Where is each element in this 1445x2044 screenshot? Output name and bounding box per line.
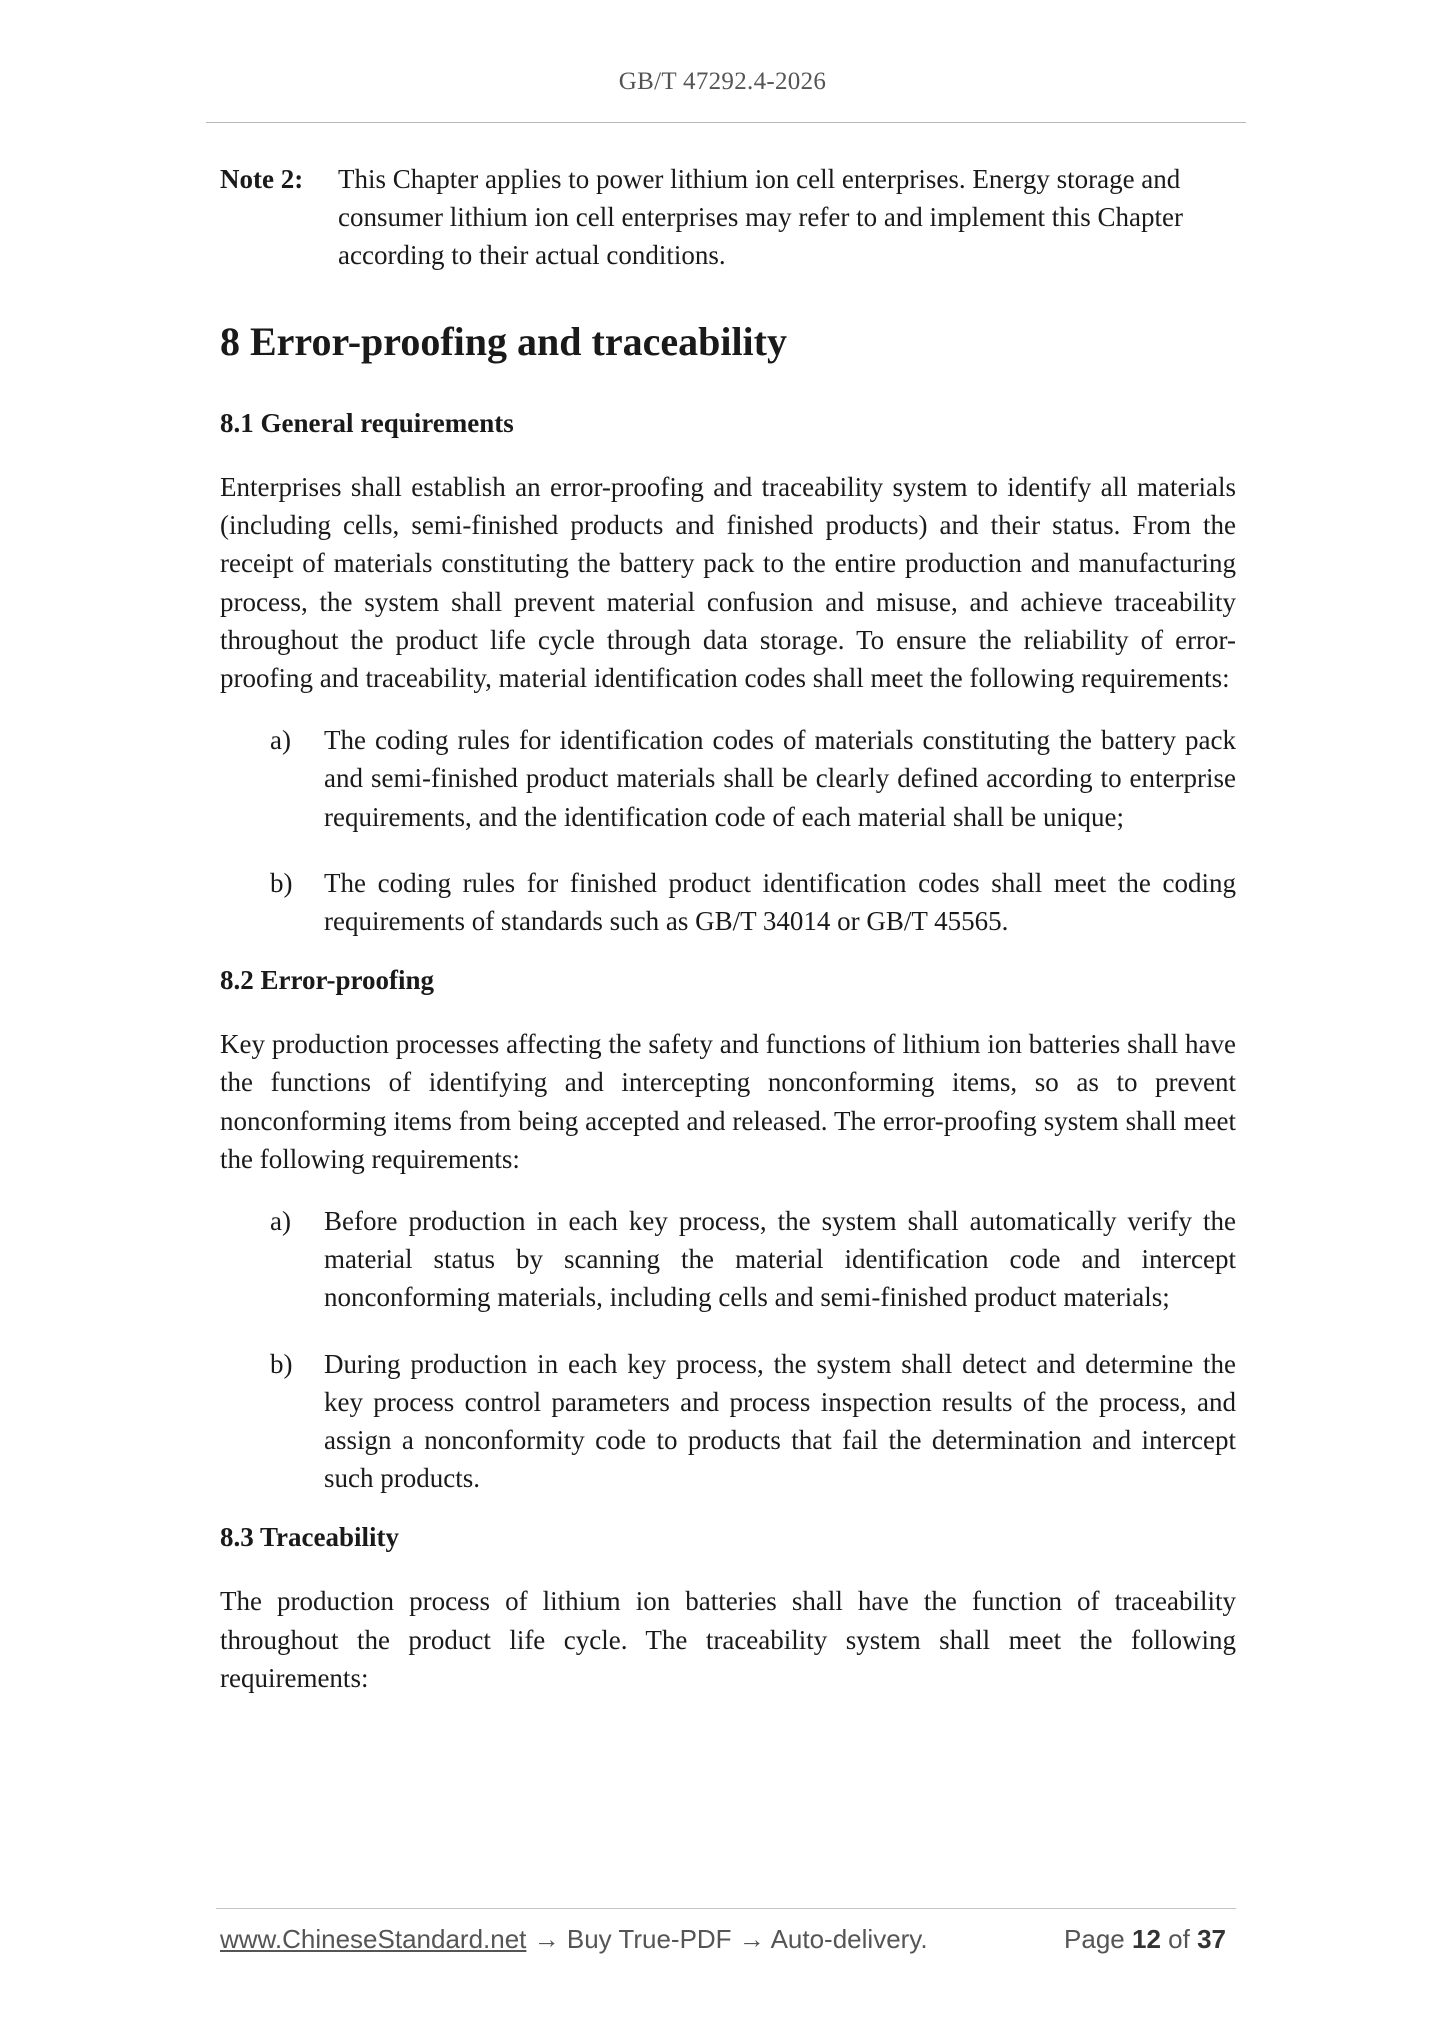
paragraph-8-1: Enterprises shall establish an error-proofing and traceability system to identify all materials (including cells, semi-finished products and finished products) and their status. From the receipt of materials constituting the battery pack to the entire production and manufacturing process, the system shall prevent material confusion and misuse, and achieve traceability throughout the product life cycle through data storage. To ensure the reliability of error-proofing and traceability, material identification codes shall meet the following requirements:	[220, 472, 1236, 694]
footer-tagline: → Buy True-PDF → Auto-delivery.	[526, 1924, 928, 1954]
note-label: Note 2:	[220, 164, 304, 194]
list-item	[220, 864, 1236, 940]
note-text: This Chapter applies to power lithium ion cell enterprises. Energy storage and consumer lithium ion cell enterprises may refer to and implement this Chapter according to their actual conditions.	[338, 164, 1184, 270]
page-word: Page	[1064, 1924, 1125, 1954]
subsection-title-8-3: 8.3 Traceability	[220, 1522, 399, 1553]
page-counter	[1064, 1924, 1226, 1955]
list-item-text: The coding rules for identification codes of materials constituting the battery pack and semi-finished product materials shall be clearly defined according to enterprise requirements, and the identification code of each material shall be unique;	[324, 725, 1236, 832]
list-item	[220, 721, 1236, 836]
list-item-marker: b)	[270, 1348, 293, 1379]
of-word: of	[1168, 1924, 1190, 1954]
list-item-marker: a)	[270, 1206, 291, 1237]
list-8-1	[220, 721, 1236, 940]
paragraph-8-3: The production process of lithium ion batteries shall have the function of traceability throughout the product life cycle. The traceability system shall meet the following requirements:	[220, 1586, 1236, 1693]
list-item-text: Before production in each key process, the system shall automatically verify the material status by scanning the material identification code and intercept nonconforming materials, including cells and semi-finished product materials;	[324, 1206, 1236, 1313]
list-item-text: The coding rules for finished product identification codes shall meet the coding requirements of standards such as GB/T 34014 or GB/T 45565.	[324, 867, 1236, 937]
list-8-2	[220, 1202, 1236, 1497]
list-item-text: During production in each key process, the system shall detect and determine the key process control parameters and process inspection results of the process, and assign a nonconformity code to products that fail the determination and intercept such products.	[324, 1348, 1236, 1494]
footer-divider	[216, 1908, 1236, 1909]
list-item	[220, 1202, 1236, 1317]
page-footer	[220, 1924, 1236, 1955]
page-content	[220, 150, 1236, 1697]
list-item	[220, 1345, 1236, 1498]
paragraph-8-2: Key production processes affecting the safety and functions of lithium ion batteries shall have the functions of identifying and intercepting nonconforming items, so as to prevent nonconforming items from being accepted and released. The error-proofing system shall meet the following requirements:	[220, 1029, 1236, 1174]
subsection-title-8-2: 8.2 Error-proofing	[220, 965, 434, 996]
page-number: 12	[1132, 1924, 1161, 1954]
list-item-marker: b)	[270, 867, 293, 898]
website-link[interactable]: www.ChineseStandard.net	[220, 1924, 527, 1954]
header-divider	[206, 122, 1246, 123]
page-total: 37	[1197, 1924, 1226, 1954]
note	[220, 160, 1236, 274]
section-title: 8 Error-proofing and traceability	[220, 319, 787, 364]
running-header: GB/T 47292.4-2026	[618, 68, 827, 95]
list-item-marker: a)	[270, 725, 291, 756]
subsection-title-8-1: 8.1 General requirements	[220, 408, 514, 438]
